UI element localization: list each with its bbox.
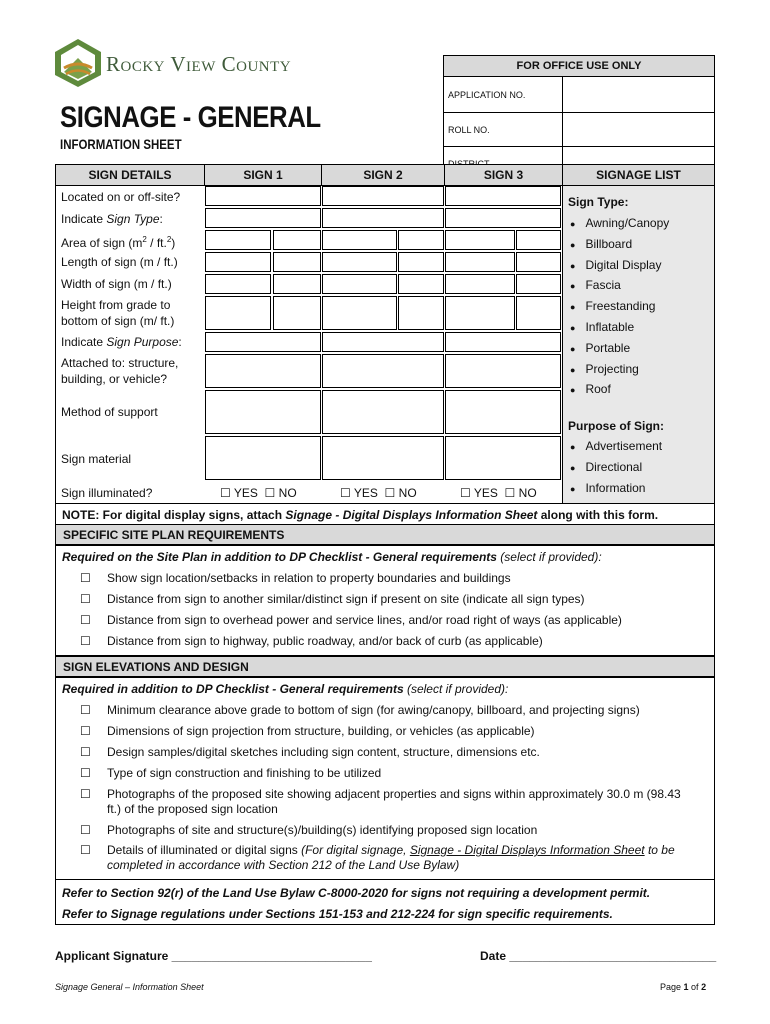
row-label-location: Located on or off-site? [61, 190, 181, 204]
elev-item-5: Photographs of the proposed site showing adjacent properties and signs within approximately 30.0 m (98.43 ft.) of the proposed sign location [107, 787, 681, 816]
sign1-width-m[interactable] [205, 274, 271, 294]
sign3-length-ft[interactable] [516, 252, 561, 272]
elev-item-3: Design samples/digital sketches including sign content, structure, dimensions etc. [107, 745, 540, 759]
sign3-material[interactable] [445, 436, 561, 480]
row-label-width: Width of sign (m / ft.) [61, 277, 172, 291]
row-label-area: Area of sign $(m^2 / ft.^2)$ [61, 235, 176, 250]
sign2-height-ft[interactable] [398, 296, 444, 330]
roll-no-label: ROLL NO. [444, 113, 563, 147]
sign3-area-m[interactable] [445, 230, 515, 250]
sign3-attached[interactable] [445, 354, 561, 388]
sign2-area-m[interactable] [322, 230, 397, 250]
row-label-attached: Attached to: structure, building, or vehicle? [61, 356, 179, 386]
row-label-purpose: Indicate Sign Purpose: [61, 335, 182, 349]
elev-item-7: Details of illuminated or digital signs (For digital signage, Signage - Digital Displays Information Sheet to be completed in accordance with Section 212 of the Land Use Bylaw) [107, 843, 675, 872]
site-plan-intro: Required on the Site Plan in addition to DP Checklist - General requirements (select if provided): [62, 550, 602, 564]
ref-1: Refer to Section 92(r) of the Land Use Bylaw C-8000-2020 for signs not requiring a development permit. [62, 886, 651, 900]
application-no-field[interactable] [563, 77, 715, 113]
sign-type-item: ● Digital Display [570, 257, 662, 272]
office-use-heading: FOR OFFICE USE ONLY [444, 56, 715, 77]
purpose-heading: Purpose of Sign: [568, 419, 664, 433]
purpose-item: ● Directional [570, 460, 643, 474]
header-sign-3: SIGN 3 [444, 164, 563, 186]
row-label-height: Height from grade to bottom of sign (m/ ft.) [61, 298, 175, 328]
sign3-width-m[interactable] [445, 274, 515, 294]
checkbox-site-4[interactable]: ☐ [80, 634, 91, 648]
purpose-item: ● Information [570, 481, 646, 495]
site-item-3: Distance from sign to overhead power and service lines, and/or road right of ways (as applicable) [107, 613, 622, 627]
row-label-material: Sign material [61, 452, 132, 466]
sign2-purpose[interactable] [322, 332, 444, 352]
checkbox-elev-6[interactable]: ☐ [80, 823, 91, 837]
org-name: Rocky View County [106, 52, 292, 76]
county-logo [54, 38, 102, 88]
sign2-length-ft[interactable] [398, 252, 444, 272]
site-item-2: Distance from sign to another similar/distinct sign if present on site (indicate all sign types) [107, 592, 585, 606]
sign1-location[interactable] [205, 186, 321, 206]
roll-no-field[interactable] [563, 113, 715, 147]
sign-type-item: ● Projecting [570, 361, 639, 376]
sign1-height-m[interactable] [205, 296, 271, 330]
checkbox-elev-4[interactable]: ☐ [80, 766, 91, 780]
sign2-type[interactable] [322, 208, 444, 228]
row-label-illuminated: Sign illuminated? [61, 486, 153, 500]
site-item-1: Show sign location/setbacks in relation to property boundaries and buildings [107, 571, 511, 585]
row-label-support: Method of support [61, 405, 158, 419]
sign1-type[interactable] [205, 208, 321, 228]
date-field[interactable]: Date _______________________________ [480, 949, 717, 963]
sign2-attached[interactable] [322, 354, 444, 388]
sign1-area-ft[interactable] [273, 230, 321, 250]
sign-type-item: ● Inflatable [570, 320, 635, 334]
sign2-length-m[interactable] [322, 252, 397, 272]
checkbox-site-2[interactable]: ☐ [80, 592, 91, 606]
sign2-width-ft[interactable] [398, 274, 444, 294]
sign3-height-ft[interactable] [516, 296, 561, 330]
checkbox-site-1[interactable]: ☐ [80, 571, 91, 585]
footer-page: Page 1 of 2 [660, 982, 707, 992]
ref-2: Refer to Signage regulations under Sections 151-153 and 212-224 for sign specific requirements. [62, 907, 613, 921]
sign-type-item: ● Freestanding [570, 299, 656, 314]
header-sign-1: SIGN 1 [204, 164, 322, 186]
sign2-height-m[interactable] [322, 296, 397, 330]
footer-doc-name: Signage General – Information Sheet [55, 982, 204, 992]
sign2-illuminated[interactable]: ☐ YES ☐ NO [340, 486, 417, 500]
sign2-area-ft[interactable] [398, 230, 444, 250]
elev-item-2: Dimensions of sign projection from structure, building, or vehicles (as applicable) [107, 724, 535, 738]
sign2-support[interactable] [322, 390, 444, 434]
header-sign-details: SIGN DETAILS [55, 164, 205, 186]
purpose-item: ● Advertisement [570, 439, 663, 453]
checkbox-elev-3[interactable]: ☐ [80, 745, 91, 759]
checkbox-elev-7[interactable]: ☐ [80, 843, 91, 857]
sign1-material[interactable] [205, 436, 321, 480]
sign2-location[interactable] [322, 186, 444, 206]
application-no-label: APPLICATION NO. [444, 77, 563, 113]
header-sign-2: SIGN 2 [321, 164, 445, 186]
elev-item-6: Photographs of site and structure(s)/building(s) identifying proposed sign location [107, 823, 538, 837]
sign1-length-m[interactable] [205, 252, 271, 272]
sign1-support[interactable] [205, 390, 321, 434]
sign1-illuminated[interactable]: ☐ YES ☐ NO [220, 486, 297, 500]
sign-type-item: ● Awning/Canopy [570, 216, 670, 230]
sign1-area-m[interactable] [205, 230, 271, 250]
checkbox-elev-5[interactable]: ☐ [80, 787, 91, 801]
sign3-support[interactable] [445, 390, 561, 434]
elev-item-1: Minimum clearance above grade to bottom of sign (for awing/canopy, billboard, and projecting signs) [107, 703, 640, 717]
checkbox-site-3[interactable]: ☐ [80, 613, 91, 627]
sign1-length-ft[interactable] [273, 252, 321, 272]
checkbox-elev-2[interactable]: ☐ [80, 724, 91, 738]
sign3-location[interactable] [445, 186, 561, 206]
row-label-length: Length of sign (m / ft.) [61, 255, 178, 269]
applicant-signature[interactable]: Applicant Signature ______________________________ [55, 949, 372, 963]
sign1-attached[interactable] [205, 354, 321, 388]
sign3-purpose[interactable] [445, 332, 561, 352]
sign-type-item: ● Roof [570, 382, 611, 397]
site-plan-heading: SPECIFIC SITE PLAN REQUIREMENTS [55, 524, 715, 546]
header-signage-list: SIGNAGE LIST [562, 164, 715, 186]
elevations-heading: SIGN ELEVATIONS AND DESIGN [55, 656, 715, 678]
note-text: NOTE: For digital display signs, attach Signage - Digital Displays Information Sheet along with this form. [62, 508, 659, 522]
sign-type-item: ● Billboard [570, 236, 633, 251]
sign2-width-m[interactable] [322, 274, 397, 294]
sign3-width-ft[interactable] [516, 274, 561, 294]
sign1-purpose[interactable] [205, 332, 321, 352]
row-label-sign-type: Indicate Sign Type: [61, 212, 163, 226]
checkbox-elev-1[interactable]: ☐ [80, 703, 91, 717]
sign-type-item: ● Fascia [570, 278, 621, 293]
sign1-height-ft[interactable] [273, 296, 321, 330]
sign-type-heading: Sign Type: [568, 195, 629, 209]
office-use-table [443, 55, 715, 181]
elev-item-4: Type of sign construction and finishing to be utilized [107, 766, 382, 780]
page-subtitle: INFORMATION SHEET [60, 136, 182, 152]
sign1-width-ft[interactable] [273, 274, 321, 294]
sign3-area-ft[interactable] [516, 230, 561, 250]
site-item-4: Distance from sign to highway, public roadway, and/or back of curb (as applicable) [107, 634, 543, 648]
sign3-height-m[interactable] [445, 296, 515, 330]
sign3-illuminated[interactable]: ☐ YES ☐ NO [460, 486, 537, 500]
sign2-material[interactable] [322, 436, 444, 480]
sign-type-item: ● Portable [570, 340, 631, 355]
sign3-type[interactable] [445, 208, 561, 228]
page-title: SIGNAGE - GENERAL [60, 101, 321, 134]
sign3-length-m[interactable] [445, 252, 515, 272]
elevations-intro: Required in addition to DP Checklist - General requirements (select if provided): [62, 682, 509, 696]
